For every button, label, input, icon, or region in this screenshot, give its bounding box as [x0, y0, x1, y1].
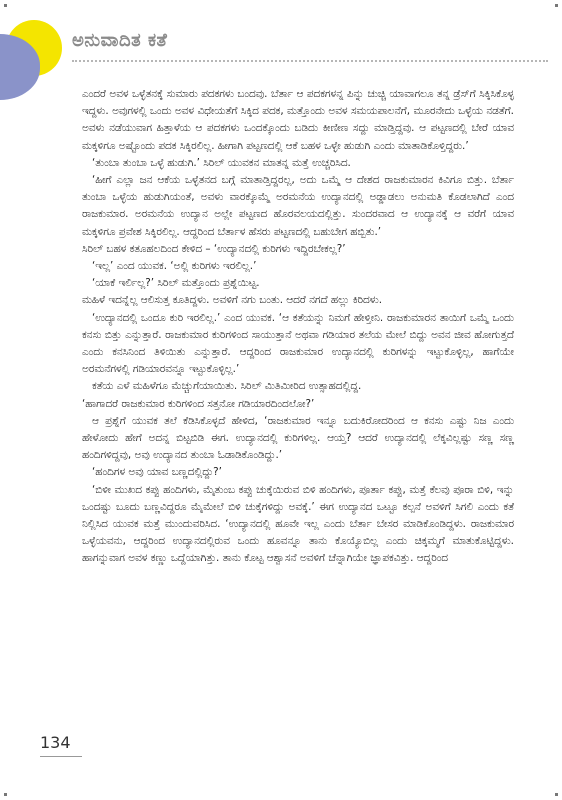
crop-mark: [555, 4, 558, 7]
paragraph: ‘ಹೀಗೆ ಎಲ್ಲಾ ಜನ ಆಕೆಯ ಒಳ್ಳೆತನದ ಬಗ್ಗೆ ಮಾತಾಡ್ತಿದ್ದರಲ್ಲ, ಅದು ಒಮ್ಮೆ ಆ ದೇಶದ ರಾಜಕುಮಾರನ ಕಿವಿಗೂ ಬಿತ್ತು. ಬೆರ್ತಾ ತುಂಬಾ ಒಳ್ಳೆಯ ಹುಡುಗಿಯಂತೆ, ಅವಳು ವಾರಕ್ಕೊಮ್ಮೆ ಅರಮನೆಯ ಉದ್ಯಾನದಲ್ಲಿ ಅಡ್ಡಾಡಲು ಅನುಮತಿ ಕೊಡಲಾಗಿದೆ ಎಂದ ರಾಜಕುಮಾರ. ಅರಮನೆಯ ಉದ್ಯಾನ ಅಲ್ಲೇ ಪಟ್ಟಣದ ಹೊರವಲಯದಲ್ಲಿತ್ತು. ಸುಂದರವಾದ ಆ ಉದ್ಯಾನಕ್ಕೆ ಆ ವರೆಗೆ ಯಾವ ಮಕ್ಕಳಿಗೂ ಪ್ರವೇಶ ಸಿಕ್ಕಿರಲಿಲ್ಲ. ಆದ್ದರಿಂದ ಬೆರ್ತಾಳ ಹೆಸರು ಪಟ್ಟಣದಲ್ಲಿ ಬಹುಬೇಗ ಹಬ್ಬಿತು.’: [82, 174, 514, 238]
paragraph: ‘ಇಲ್ಲ’ ಎಂದ ಯುವಕ. ‘ಅಲ್ಲಿ ಕುರಿಗಳು ಇರಲಿಲ್ಲ.’: [92, 260, 257, 273]
header-dotted-rule: [72, 60, 548, 62]
paragraph: ‘ಹಂದಿಗಳ ಅವು ಯಾವ ಬಣ್ಣದಲ್ಲಿದ್ದು?’: [92, 466, 222, 479]
footer-rule: [40, 756, 82, 757]
crop-mark: [4, 793, 7, 796]
paragraph: ‘ಹಾಗಾದರೆ ರಾಜಕುಮಾರ ಕುರಿಗಳಿಂದ ಸತ್ತನೋ ಗಡಿಯಾರದಿಂದಲೋ?’: [82, 397, 315, 410]
paragraph: ಕತೆಯ ಎಳೆ ಮಹಿಳೆಗೂ ಮೆಚ್ಚುಗೆಯಾಯಿತು. ಸಿರಿಲ್ ಮಿತಿಮೀರಿದ ಉತ್ಸಾಹದಲ್ಲಿದ್ದ.: [92, 380, 362, 393]
paragraph: ‘ತುಂಬಾ ತುಂಬಾ ಒಳ್ಳೆ ಹುಡುಗಿ.’ ಸಿರಿಲ್ ಯುವಕನ ಮಾತನ್ನ ಮತ್ತೆ ಉಚ್ಚರಿಸಿದ.: [92, 156, 351, 169]
paragraph: ‘ಬಿಳೀ ಮುಖದ ಕಪ್ಪು ಹಂದಿಗಳು, ಮೈತುಂಬ ಕಪ್ಪು ಚುಕ್ಕೆಯಿರುವ ಬಿಳಿ ಹಂದಿಗಳು, ಪೂರ್ತಾ ಕಪ್ಪು, ಮತ್ತೆ ಕೆಲವು ಪೂರಾ ಬಿಳಿ, ಇನ್ನು ಒಂದಷ್ಟು ಬೂದು ಬಣ್ಣವಿದ್ದರೂ ಮೈಮೇಲೆ ಬಿಳಿ ಚುಕ್ಕೆಗಳಿದ್ದು ಅವಕ್ಕೆ.’ ಈಗ ಉದ್ಯಾನದ ಒಟ್ಟೂ ಕಲ್ಪನೆ ಅವಳಿಗೆ ಸಿಗಲಿ ಎಂದು ಕತೆ ನಿಲ್ಲಿಸಿದ ಯುವಕ ಮತ್ತೆ ಮುಂದುವರಿಸಿದ. ‘ಉದ್ಯಾನದಲ್ಲಿ ಹೂವೇ ಇಲ್ಲ ಎಂದು ಬೆರ್ತಾ ಬೇಸರ ಮಾಡಿಕೊಂಡಿದ್ದಳು. ರಾಜಕುಮಾರ ಒಳ್ಳೆಯವನು, ಆದ್ದರಿಂದ ಉದ್ಯಾನದಲ್ಲಿರುವ ಒಂದು ಹೂವನ್ನೂ ತಾನು ಕೊಯ್ಯೊಬಿಲ್ಲ ಎಂದು ಚಿಕ್ಕಮ್ಮಗೆ ಮಾತುಕೊಟ್ಟಿದ್ದಳು. ಹಾಗನ್ನುವಾಗ ಅವಳ ಕಣ್ಣು ಒದ್ದೆಯಾಗಿತ್ತು. ತಾನು ಕೊಟ್ಟ ಆಶ್ವಾಸನೆ ಅವಳಿಗೆ ಚೆನ್ನಾಗಿಯೇ ಜ್ಞಾಪಕವಿತ್ತು. ಆದ್ದರಿಂದ: [82, 483, 514, 565]
paragraph: ‘ಯಾಕೆ ಇರ್ಲಿಲ್ಲ?’ ಸಿರಿಲ್ ಮತ್ತೊಂದು ಪ್ರಶ್ನೆಯಿಟ್ಟ.: [92, 277, 260, 290]
paragraph: ಎಂದರೆ ಅವಳ ಒಳ್ಳೆತನಕ್ಕೆ ಸುಮಾರು ಪದಕಗಳು ಬಂದವು. ಬೆರ್ತಾ ಆ ಪದಕಗಳನ್ನ ಪಿನ್ನು ಚುಚ್ಚಿ ಯಾವಾಗಲೂ ತನ್ನ ಡ್ರೆಸ್‌ಗೆ ಸಿಕ್ಕಿಸಿಕೊಳ್ಳ ಇದ್ದಳು. ಅವುಗಳಲ್ಲಿ ಒಂದು ಅವಳ ವಿಧೇಯತೆಗೆ ಸಿಕ್ಕಿದ ಪದಕ, ಮತ್ತೊಂದು ಅವಳ ಸಮಯಪಾಲನೆಗೆ, ಮೂರನೇದು ಒಳ್ಳೆಯ ನಡತೆಗೆ. ಅವಳು ನಡೆಯುವಾಗ ಹಿತ್ತಾಳೆಯ ಆ ಪದಕಗಳು ಒಂದಕ್ಕೊಂದು ಬಡಿದು ಕೀಣೀಣ ಸದ್ದು ಮಾಡ್ತಿದ್ದವು. ಆ ಪಟ್ಟಣದಲ್ಲಿ ಬೇರೆ ಯಾವ ಮಕ್ಕಳಿಗೂ ಅಷ್ಟೊಂದು ಪದಕ ಸಿಕ್ಕಿರಲಿಲ್ಲ. ಹೀಗಾಗಿ ಪಟ್ಟಣದಲ್ಲಿ ಆಕೆ ಬಹಳ ಒಳ್ಳೇ ಹುಡುಗಿ ಎಂದು ಮಾತಾಡಿಕೊಳ್ತಿದ್ದರು.’: [82, 88, 514, 152]
crop-mark: [4, 4, 7, 7]
section-title: ಅನುವಾದಿತ ಕತೆ: [72, 30, 168, 51]
paragraph: ಆ ಪ್ರಶ್ನೆಗೆ ಯುವಕ ತಲೆ ಕೆಡಿಸಿಕೊಳ್ಳದೆ ಹೇಳಿದ, ‘ರಾಜಕುಮಾರ ಇನ್ನೂ ಬದುಕಿರೋದರಿಂದ ಆ ಕನಸು ಎಷ್ಟು ನಿಜ ಎಂದು ಹೇಳೋದು ಹೇಗೆ ಅದನ್ನ ಬಿಟ್ಟಬಿಡಿ ಈಗ. ಉದ್ಯಾನದಲ್ಲಿ ಕುರಿಗಳಿಲ್ಲ. ಆಯ್ತ? ಆದರೆ ಉದ್ಯಾನದಲ್ಲಿ ಲೆಕ್ಕವಿಲ್ಲಷ್ಟು ಸಣ್ಣ ಸಣ್ಣ ಹಂದಿಗಳಿದ್ದವು, ಅವು ಉದ್ಯಾನದ ತುಂಬಾ ಓಡಾಡಿಕೊಂಡಿದ್ದು.’: [82, 414, 514, 462]
crop-mark: [555, 793, 558, 796]
paragraph: ಮಹಿಳೆ ಇದನ್ನೆಲ್ಲ ಆಲಿಸುತ್ತ ಕೂತಿದ್ದಳು. ಅವಳಿಗೆ ನಗು ಬಂತು. ಆದರೆ ನಗದೆ ಹಲ್ಲು ಕಿರಿದಳು.: [82, 294, 383, 307]
paragraph: ‘ಉದ್ಯಾನದಲ್ಲಿ ಒಂದೂ ಕುರಿ ಇರಲಿಲ್ಲ.’ ಎಂದ ಯುವಕ. ‘ಆ ಕತೆಯನ್ನು ನಿಮಗೆ ಹೇಳ್ತೀನಿ. ರಾಜಕುಮಾರನ ತಾಯಿಗೆ ಒಮ್ಮೆ ಒಂದು ಕನಸು ಬಿತ್ತು ಎನ್ನುತ್ತಾರೆ. ರಾಜಕುಮಾರ ಕುರಿಗಳಿಂದ ಸಾಯುತ್ತಾನೆ ಅಥವಾ ಗಡಿಯಾರ ತಲೆಯ ಮೇಲೆ ಬಿದ್ದು ಅವನ ಜೀವ ಹೋಗುತ್ತದೆ ಎಂದು ಕನಸಿನಿಂದ ತಿಳಿಯಿತು ಎನ್ನುತ್ತಾರೆ. ಆದ್ದರಿಂದ ರಾಜಕುಮಾರ ಉದ್ಯಾನದಲ್ಲಿ ಕುರಿಗಳನ್ನು ಇಟ್ಟುಕೊಳ್ಳಿಲ್ಲ, ಹಾಗೆಯೇ ಅರಮನೆಗಳಲ್ಲಿ ಗಡಿಯಾರವನ್ನೂ ಇಟ್ಟುಕೊಳ್ಳಿಲ್ಲ.’: [82, 311, 514, 376]
paragraph: ಸಿರಿಲ್ ಬಹಳ ಕತೂಹಲದಿಂದ ಕೇಳಿದ – ‘ಉದ್ಯಾನದಲ್ಲಿ ಕುರಿಗಳು ಇದ್ದಿರಬೇಕಲ್ಲ?’: [82, 242, 346, 255]
page-number: 134: [40, 733, 71, 752]
body-text: [82, 86, 514, 568]
